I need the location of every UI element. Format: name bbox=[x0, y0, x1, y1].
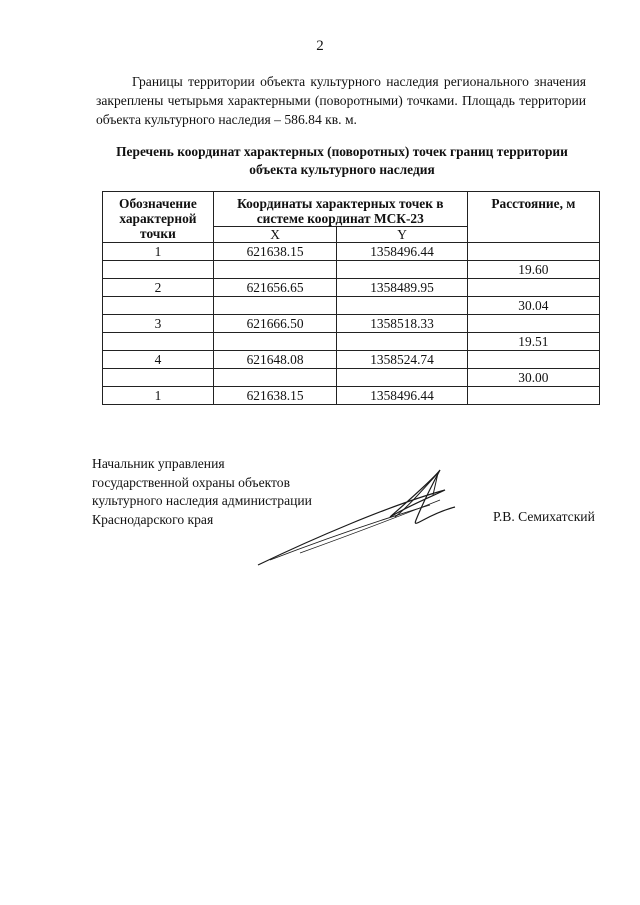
position-line: Начальник управления bbox=[92, 456, 225, 471]
cell-y bbox=[337, 369, 467, 387]
cell-x bbox=[213, 261, 336, 279]
cell-distance bbox=[467, 315, 599, 333]
table-heading: Перечень координат характерных (поворотных) точек границ территории объекта культурного наследия bbox=[116, 144, 568, 177]
cell-x bbox=[213, 369, 336, 387]
cell-y: 1358524.74 bbox=[337, 351, 467, 369]
cell-distance bbox=[467, 279, 599, 297]
cell-y bbox=[337, 261, 467, 279]
cell-point-id: 3 bbox=[103, 315, 214, 333]
header-coordinates: Координаты характерных точек в системе координат МСК-23 bbox=[213, 192, 467, 227]
intro-paragraph: Границы территории объекта культурного наследия регионального значения закреплены четырьмя характерными (поворотными) точками. Площадь территории объекта культурного наследия – 586.84 кв. м. bbox=[96, 74, 586, 127]
cell-point-id bbox=[103, 297, 214, 315]
cell-y bbox=[337, 297, 467, 315]
table-row bbox=[103, 261, 600, 279]
table-row bbox=[103, 333, 600, 351]
cell-y: 1358496.44 bbox=[337, 387, 467, 405]
handwritten-signature bbox=[240, 465, 480, 580]
cell-distance bbox=[467, 351, 599, 369]
cell-distance bbox=[467, 387, 599, 405]
header-point-id: Обозначение характерной точки bbox=[103, 192, 214, 243]
page-number: 2 bbox=[316, 38, 324, 54]
cell-distance bbox=[467, 243, 599, 261]
table-row bbox=[103, 369, 600, 387]
cell-y: 1358489.95 bbox=[337, 279, 467, 297]
cell-point-id: 4 bbox=[103, 351, 214, 369]
cell-distance: 19.60 bbox=[467, 261, 599, 279]
signer-name: Р.В. Семихатский bbox=[493, 509, 595, 524]
cell-point-id bbox=[103, 261, 214, 279]
table-row bbox=[103, 315, 600, 333]
cell-point-id: 2 bbox=[103, 279, 214, 297]
table-row bbox=[103, 387, 600, 405]
cell-point-id: 1 bbox=[103, 243, 214, 261]
table-row bbox=[103, 351, 600, 369]
cell-x bbox=[213, 297, 336, 315]
coordinates-table bbox=[102, 191, 600, 405]
cell-distance: 19.51 bbox=[467, 333, 599, 351]
position-line: государственной охраны объектов bbox=[92, 474, 291, 490]
cell-x: 621666.50 bbox=[213, 315, 336, 333]
position-line: культурного наследия администрации bbox=[92, 493, 312, 508]
cell-y: 1358518.33 bbox=[337, 315, 467, 333]
cell-x: 621638.15 bbox=[213, 243, 336, 261]
header-distance: Расстояние, м bbox=[467, 192, 599, 243]
cell-x: 621648.08 bbox=[213, 351, 336, 369]
table-row bbox=[103, 279, 600, 297]
position-line: Краснодарского края bbox=[92, 511, 214, 527]
header-y: Y bbox=[337, 227, 467, 243]
cell-x: 621638.15 bbox=[213, 387, 336, 405]
cell-distance: 30.04 bbox=[467, 297, 599, 315]
cell-x bbox=[213, 333, 336, 351]
cell-point-id: 1 bbox=[103, 387, 214, 405]
cell-y bbox=[337, 333, 467, 351]
cell-x: 621656.65 bbox=[213, 279, 336, 297]
header-x: X bbox=[213, 227, 336, 243]
table-body bbox=[103, 243, 600, 405]
table-row bbox=[103, 297, 600, 315]
cell-distance: 30.00 bbox=[467, 369, 599, 387]
cell-y: 1358496.44 bbox=[337, 243, 467, 261]
cell-point-id bbox=[103, 333, 214, 351]
cell-point-id bbox=[103, 369, 214, 387]
table-row bbox=[103, 243, 600, 261]
